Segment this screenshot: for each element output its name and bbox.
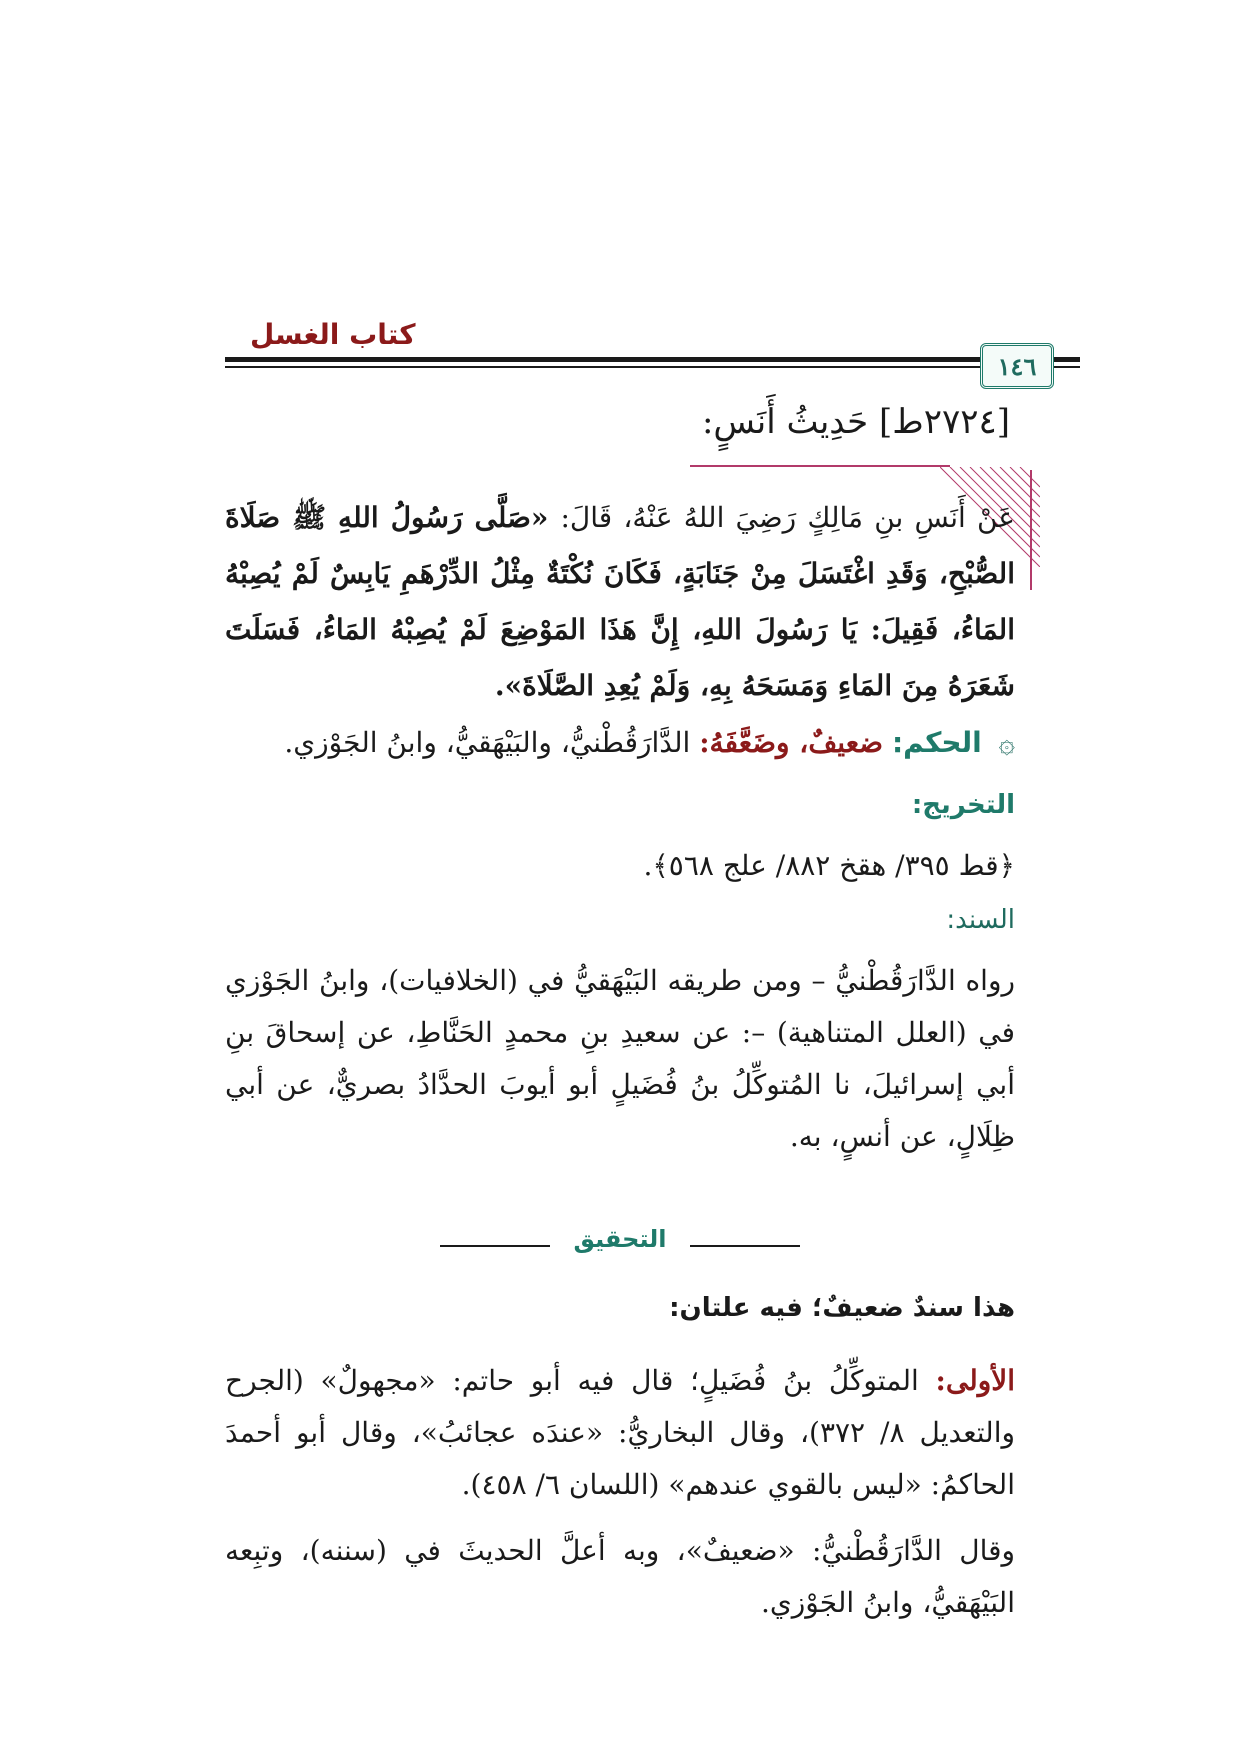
ruling-label: الحكم:: [891, 726, 982, 759]
hadith-text: [225, 490, 1015, 714]
divider-label: التحقيق: [573, 1225, 667, 1253]
first-defect: [225, 1355, 1015, 1511]
takhrij-heading: التخريج:: [911, 790, 1015, 820]
page-number: ١٤٦: [980, 343, 1054, 389]
first-defect-text: المتوكِّلُ بنُ فُضَيلٍ؛ قال فيه أبو حاتم: «مجهولٌ» (الجرح والتعديل ٨/ ٣٧٢)، وقال البخاريُّ: «عندَه عجائبُ»، وقال أبو أحمدَ الحاكمُ: «ليس بالقوي عندهم» (اللسان ٦/ ٤٥٨).: [225, 1364, 1015, 1501]
sanad-text: رواه الدَّارَقُطْنيُّ – ومن طريقه البَيْهَقيُّ في (الخلافيات)، وابنُ الجَوْزي في (العلل المتناهية) –: عن سعيدِ بنِ محمدٍ الحَنَّاطِ، عن إسحاقَ بنِ أبي إسرائيلَ، نا المُتوكِّلُ بنُ فُضَيلٍ أبو أيوبَ الحدَّادُ بصريٌّ، عن أبي ظِلَالٍ، عن أنسٍ، به.: [225, 964, 1015, 1153]
takhrij-text: ﴿قط ٣٩٥/ هقخ ٨٨٢/ علج ٥٦٨﴾.: [643, 849, 1015, 882]
running-head: كتاب الغسل: [250, 318, 416, 351]
sanad-heading: السند:: [946, 905, 1015, 935]
hadith-body: «صَلَّى رَسُولُ اللهِ ﷺ صَلَاةَ الصُّبْحِ، وَقَدِ اغْتَسَلَ مِنْ جَنَابَةٍ، فَكَانَ نُكْتَةٌ مِثْلُ الدِّرْهَمِ يَابِسٌ لَمْ يُصِبْهُ المَاءُ، فَقِيلَ: يَا رَسُولَ اللهِ، إِنَّ هَذَا المَوْضِعَ لَمْ يُصِبْهُ المَاءُ، فَسَلَتَ شَعَرَهُ مِنَ المَاءِ وَمَسَحَهُ بِهِ، وَلَمْ يُعِدِ الصَّلَاةَ».: [225, 501, 1015, 702]
flower-icon: ۞: [998, 726, 1015, 759]
divider-line-right: [690, 1245, 800, 1247]
title-rule: [690, 465, 950, 467]
hadith-title: [٢٧٢٤ط] حَدِيثُ أَنَسٍ:: [701, 402, 1010, 442]
divider-line-left: [440, 1245, 550, 1247]
hadith-lead: عَنْ أَنَسِ بنِ مَالِكٍ رَضِيَ اللهُ عَنْهُ، قَالَ:: [560, 501, 1016, 534]
closing-paragraph: وقال الدَّارَقُطْنيُّ: «ضعيفٌ»، وبه أعلَّ الحديثَ في (سننه)، وتبِعه البَيْهَقيُّ، وابنُ الجَوْزي.: [225, 1534, 1015, 1619]
header-rule: [225, 357, 1015, 362]
ruling-value: ضعيفٌ، وضَعَّفَهُ:: [699, 726, 884, 759]
ruling-rest: الدَّارَقُطْنيُّ، والبَيْهَقيُّ، وابنُ الجَوْزي.: [284, 726, 691, 759]
verdict: هذا سندٌ ضعيفٌ؛ فيه علتان:: [669, 1293, 1015, 1323]
section-divider: [440, 1225, 800, 1265]
first-defect-label: الأولى:: [935, 1364, 1016, 1397]
ruling: [225, 715, 1015, 771]
header-rule-thin: [225, 366, 1015, 368]
